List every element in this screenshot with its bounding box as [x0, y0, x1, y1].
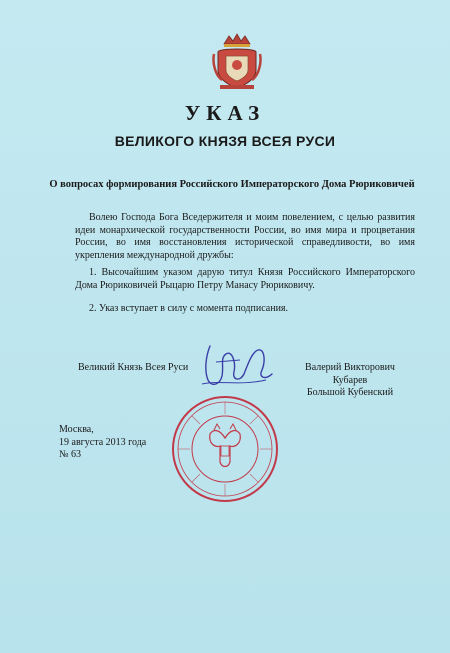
decree-preamble: Волею Господа Бога Вседержителя и моим повелением, с целью развития идеи монархической государственности России, во имя мира и процветания России, во имя восстановления исторической справедливости, во имя укрепления международной дружбы: — [75, 212, 415, 261]
signatory-block — [290, 362, 410, 400]
document-subtitle: ВЕЛИКОГО КНЯЗЯ ВСЕЯ РУСИ — [114, 133, 336, 149]
decree-item-2: 2. Указ вступает в силу с момента подписания. — [89, 303, 289, 314]
decree-topic: О вопросах формирования Российского Императорского Дома Рюриковичей — [49, 179, 415, 190]
signatory-position: Великий Князь Всея Руси — [78, 362, 189, 373]
signatory-name: Валерий Викторович Кубарев — [305, 362, 395, 386]
document-title: УКАЗ — [184, 101, 266, 125]
issue-city: Москва, — [59, 424, 94, 435]
official-seal-stamp — [170, 394, 280, 504]
signatory-title: Большой Кубенский — [306, 387, 394, 398]
decree-item-1: 1. Высочайшим указом дарую титул Князя Российского Императорского Дома Рюриковичей Рыцарю Петру Манасу Рюриковичу. — [75, 267, 415, 291]
issue-details — [59, 424, 146, 462]
coat-of-arms-emblem — [212, 30, 262, 92]
handwritten-signature — [196, 340, 278, 392]
issue-number: № 63 — [59, 449, 82, 460]
issue-date: 19 августа 2013 года — [59, 436, 147, 448]
